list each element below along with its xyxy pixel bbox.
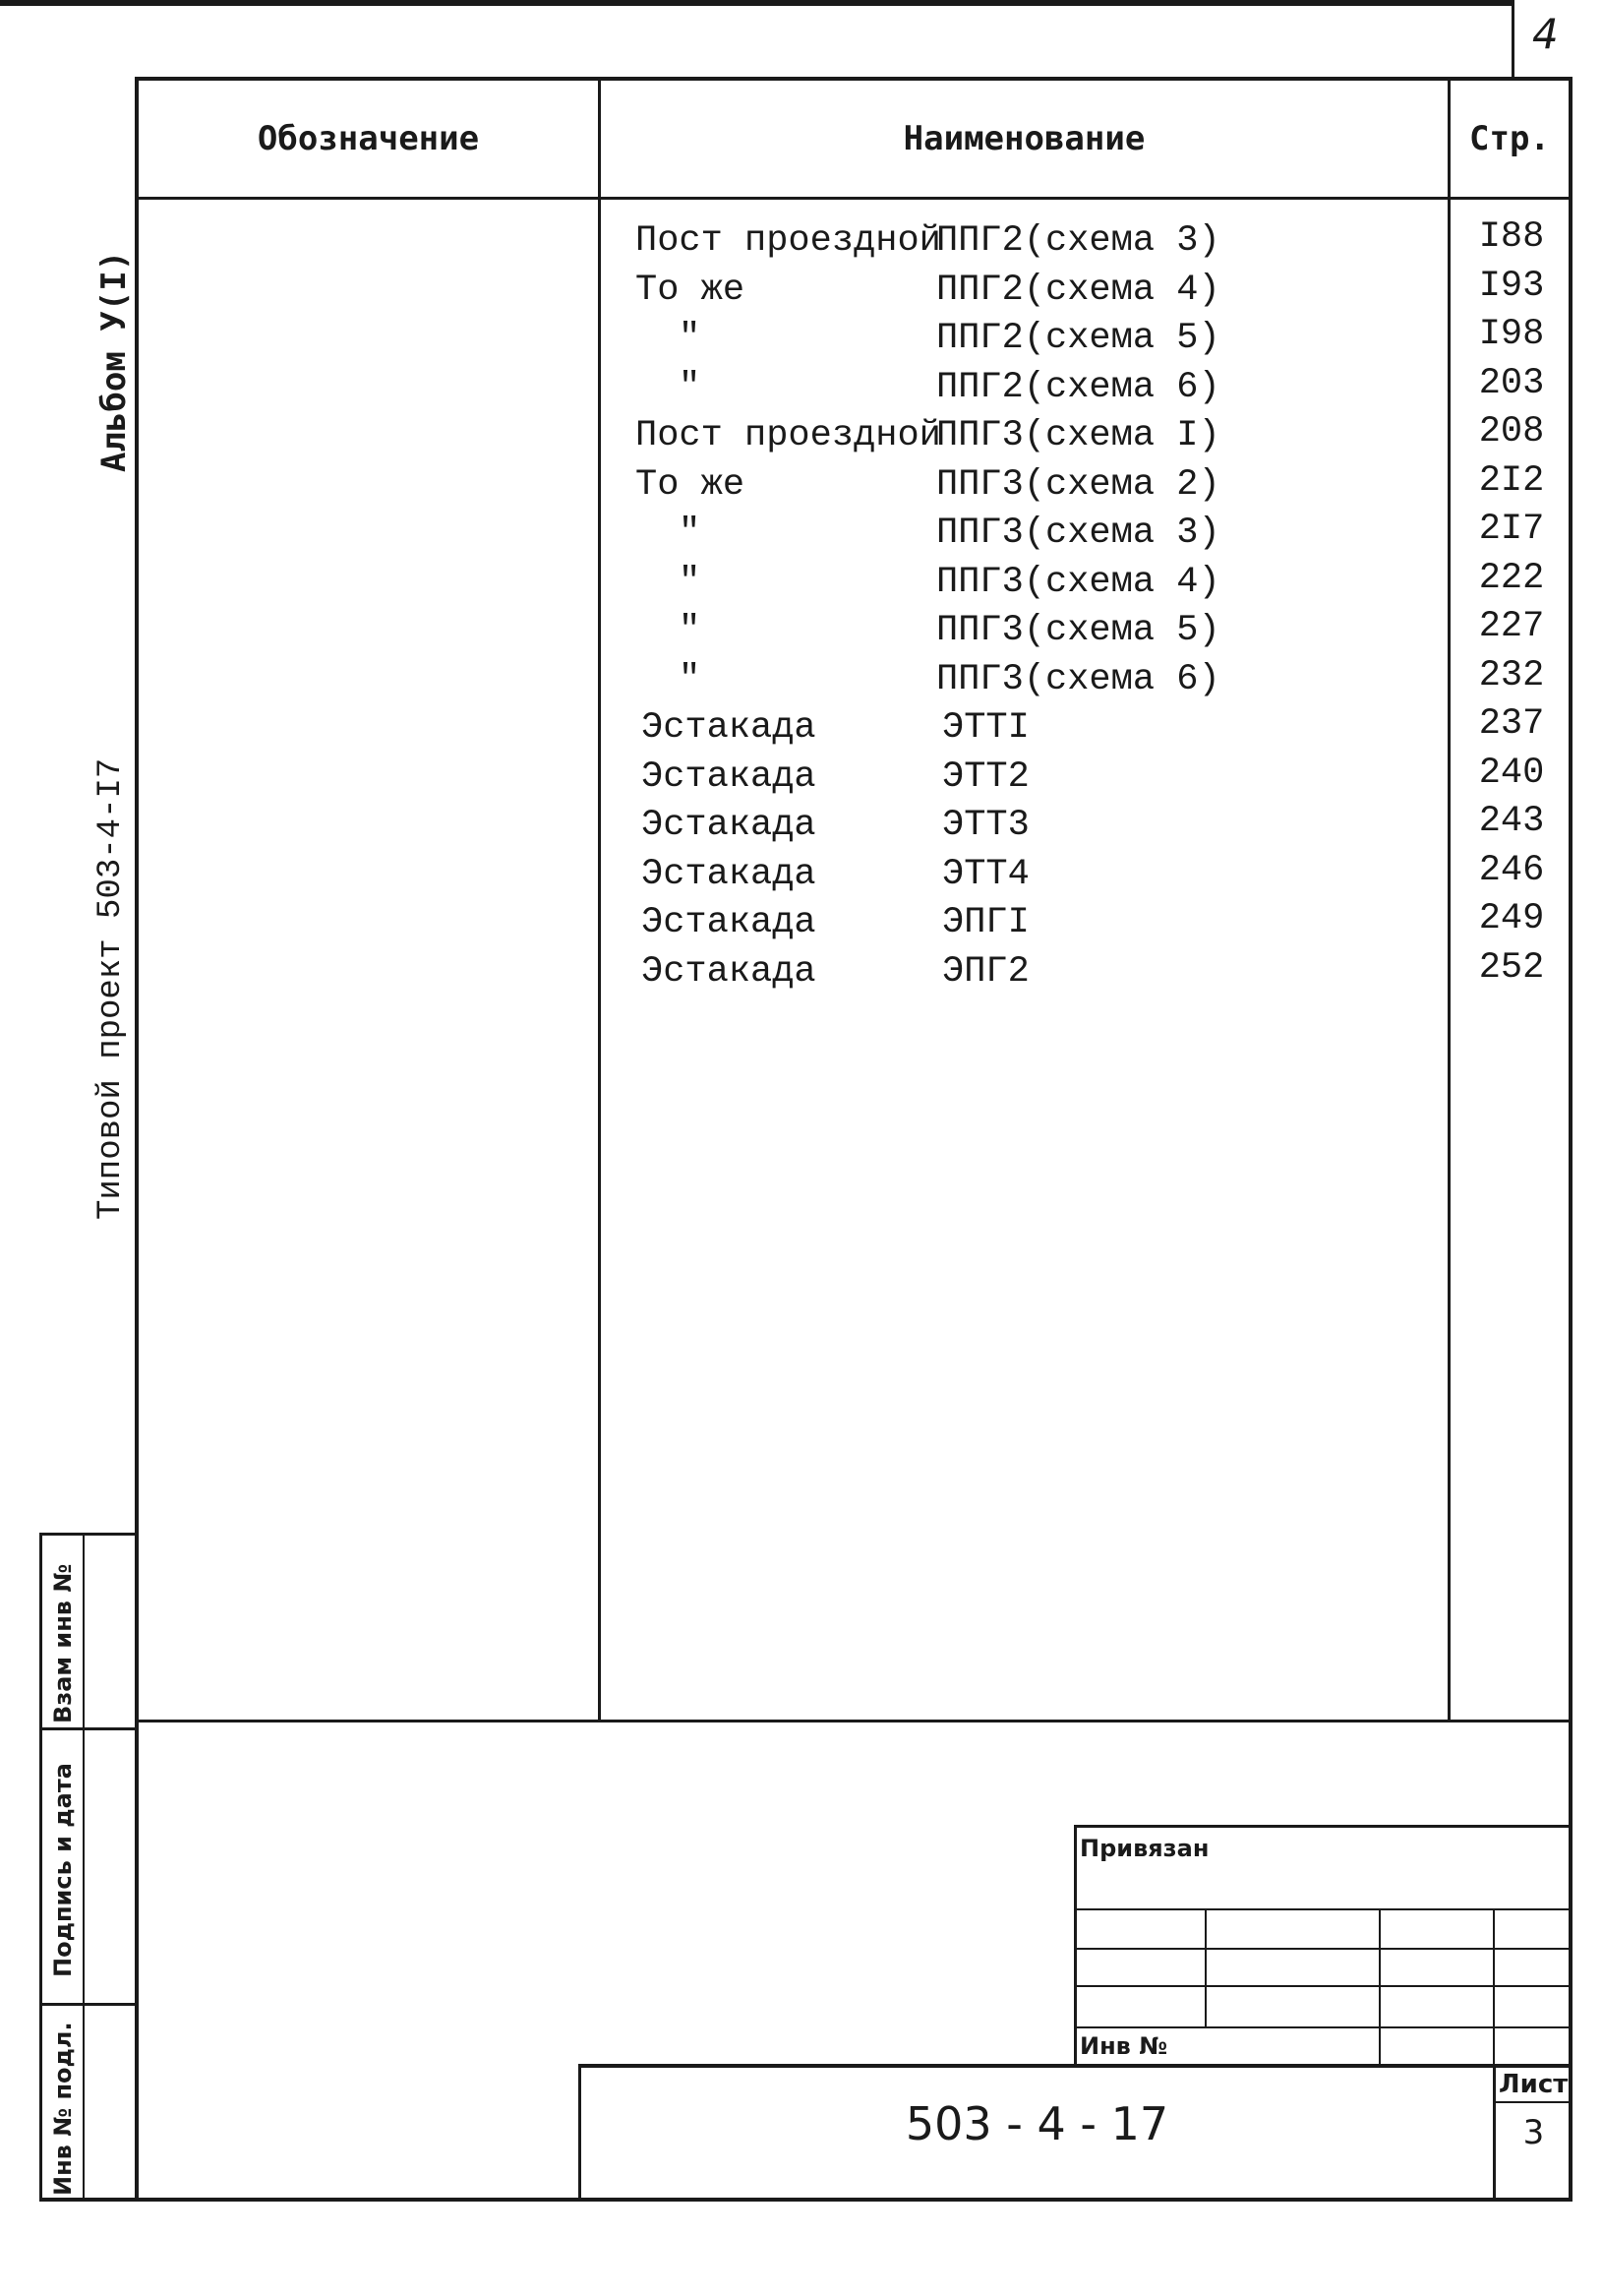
header-page: Стр.: [1469, 119, 1550, 158]
frame-bottom: [39, 2198, 1572, 2202]
row-page: 252: [1478, 947, 1545, 989]
row-mark: ППГ3(схема 4): [936, 562, 1220, 603]
header-name: Наименование: [903, 119, 1146, 158]
row-page: 232: [1478, 655, 1545, 696]
row-name: ": [679, 367, 701, 408]
row-name: То же: [635, 270, 745, 311]
row-page: I88: [1478, 216, 1545, 258]
row-page: 2I2: [1478, 460, 1545, 502]
privyazan-row-4: [1074, 2026, 1572, 2028]
inv-no-label: Инв №: [1080, 2032, 1168, 2060]
vzam-label: Взам инв №: [49, 1563, 77, 1723]
row-page: 237: [1478, 703, 1545, 745]
row-mark: ППГ2(схема 6): [936, 367, 1220, 408]
table-bottom: [135, 1720, 1572, 1722]
row-mark: ЭТТ2: [942, 756, 1030, 798]
row-name: ": [679, 610, 701, 651]
privyazan-row-1: [1074, 1908, 1572, 1910]
row-mark: ППГ3(схема 3): [936, 513, 1220, 554]
row-page: 227: [1478, 606, 1545, 647]
top-edge: [0, 0, 1512, 6]
sheet-label: Лист: [1499, 2070, 1569, 2099]
row-mark: ППГ3(схема I): [936, 415, 1220, 456]
strip-left: [39, 1533, 42, 2202]
strip-top: [39, 1533, 138, 1536]
privyazan-box-left: [1074, 1825, 1077, 2066]
row-name: То же: [635, 464, 745, 506]
row-name: Эстакада: [641, 805, 816, 846]
row-name: ": [679, 318, 701, 359]
row-name: ": [679, 513, 701, 554]
row-page: I98: [1478, 314, 1545, 355]
header-separator: [135, 197, 1572, 200]
row-page: 249: [1478, 898, 1545, 939]
privyazan-box-top: [1074, 1825, 1572, 1828]
row-mark: ППГ2(схема 3): [936, 220, 1220, 262]
row-name: ": [679, 562, 701, 603]
row-name: Пост проездной: [635, 415, 941, 456]
row-mark: ППГ3(схема 5): [936, 610, 1220, 651]
row-name: Эстакада: [641, 854, 816, 895]
inv-podl-label: Инв № подл.: [49, 2022, 77, 2196]
privyazan-row-2: [1074, 1948, 1572, 1950]
strip-sep-1: [39, 1727, 138, 1730]
header-designation: Обозначение: [257, 119, 480, 158]
row-page: 240: [1478, 753, 1545, 794]
page-number: 4: [1532, 10, 1559, 58]
row-page: 208: [1478, 411, 1545, 453]
privyazan-col-1: [1205, 1908, 1207, 2026]
row-name: Эстакада: [641, 902, 816, 943]
sheet-number: 3: [1522, 2113, 1545, 2152]
strip-sep-2: [39, 2003, 138, 2006]
privyazan-row-3: [1074, 1985, 1572, 1987]
row-page: 203: [1478, 363, 1545, 404]
document-code: 503 - 4 - 17: [905, 2097, 1169, 2150]
privyazan-col-3: [1493, 1908, 1495, 2066]
row-mark: ЭТТ3: [942, 805, 1030, 846]
row-name: Эстакада: [641, 707, 816, 749]
privyazan-col-2: [1379, 1908, 1381, 2066]
row-mark: ППГ3(схема 6): [936, 659, 1220, 700]
privyazan-label: Привязан: [1080, 1835, 1210, 1862]
row-mark: ППГ3(схема 2): [936, 464, 1220, 506]
project-label: Типовой проект 503-4-I7: [92, 757, 130, 1220]
row-mark: ЭПГI: [942, 902, 1030, 943]
strip-divider: [83, 1533, 85, 2202]
row-name: Эстакада: [641, 951, 816, 993]
col-sep-2: [1448, 77, 1451, 1722]
album-label: Альбом У(I): [94, 250, 134, 472]
row-mark: ЭТТI: [942, 707, 1030, 749]
col-sep-1: [598, 77, 601, 1722]
row-page: 2I7: [1478, 509, 1545, 550]
code-box-top: [578, 2064, 1572, 2068]
row-name: Эстакада: [641, 756, 816, 798]
row-mark: ППГ2(схема 5): [936, 318, 1220, 359]
podpis-label: Подпись и дата: [49, 1763, 77, 1977]
frame-left: [135, 77, 139, 2202]
row-page: 222: [1478, 558, 1545, 599]
corner-vertical: [1512, 0, 1514, 77]
row-mark: ЭПГ2: [942, 951, 1030, 993]
row-mark: ППГ2(схема 4): [936, 270, 1220, 311]
row-page: 246: [1478, 850, 1545, 891]
row-page: I93: [1478, 266, 1545, 307]
row-name: Пост проездной: [635, 220, 941, 262]
row-name: ": [679, 659, 701, 700]
row-page: 243: [1478, 801, 1545, 842]
row-mark: ЭТТ4: [942, 854, 1030, 895]
sheet-label-line: [1493, 2101, 1572, 2103]
